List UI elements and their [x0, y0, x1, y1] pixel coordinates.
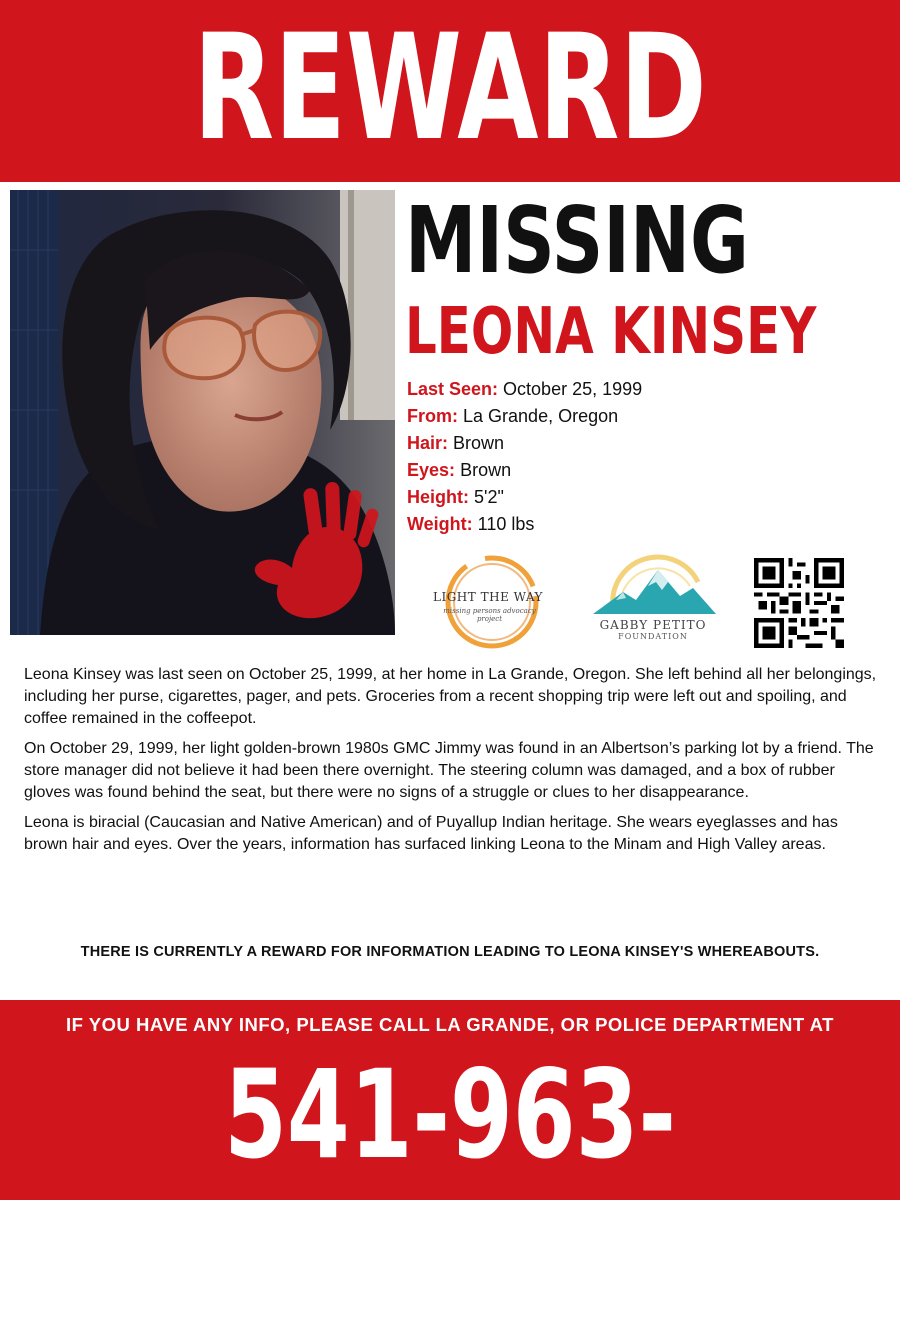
- missing-person-photo: [10, 190, 395, 635]
- detail-value: Brown: [460, 460, 512, 480]
- detail-label: Hair:: [407, 433, 449, 453]
- light-the-way-logo: [420, 550, 570, 655]
- reward-title: REWARD: [193, 3, 707, 173]
- contact-instructions: IF YOU HAVE ANY INFO, PLEASE CALL LA GRANDE, OR POLICE DEPARTMENT AT: [66, 1014, 834, 1035]
- mountain-sun-icon: [588, 552, 718, 618]
- phone-number[interactable]: 541-963-1017: [224, 1044, 676, 1336]
- gabby-petito-foundation-logo: [588, 552, 718, 652]
- detail-hair: [407, 430, 887, 457]
- description-paragraph: On October 29, 1999, her light golden-brown 1980s GMC Jimmy was found in an Albertson’s parking lot by a friend. The store manager did not believe it had been there overnight. The steering column was damaged, and a box of rubber gloves was found behind the seat, but there were no signs of a struggle or clues to her disappearance.: [24, 740, 874, 801]
- detail-label: Eyes:: [407, 460, 456, 480]
- detail-weight: [407, 511, 887, 538]
- details-list: [407, 376, 887, 538]
- case-description: [24, 664, 880, 864]
- detail-label: Height:: [407, 487, 469, 507]
- detail-last-seen: [407, 376, 887, 403]
- reward-notice: THERE IS CURRENTLY A REWARD FOR INFORMATION LEADING TO LEONA KINSEY'S WHEREABOUTS.: [80, 944, 820, 960]
- missing-heading: MISSING: [405, 187, 749, 294]
- detail-label: Weight:: [407, 514, 473, 534]
- light-the-way-subtitle: missing persons advocacy project: [443, 607, 536, 623]
- detail-value: Brown: [453, 433, 505, 453]
- detail-value: 110 lbs: [477, 514, 535, 534]
- detail-label: Last Seen:: [407, 379, 499, 399]
- light-the-way-title: LIGHT THE WAY: [433, 590, 543, 604]
- detail-value: La Grande, Oregon: [463, 406, 619, 426]
- detail-value: 5'2": [474, 487, 504, 507]
- detail-from: [407, 403, 887, 430]
- qr-code-icon[interactable]: [754, 558, 844, 648]
- detail-value: October 25, 1999: [503, 379, 643, 399]
- detail-height: [407, 484, 887, 511]
- detail-eyes: [407, 457, 887, 484]
- description-paragraph: Leona is biracial (Caucasian and Native American) and of Puyallup Indian heritage. She wears eyeglasses and has brown hair and eyes. Over the years, information has surfaced linking Leona to the Minam and High Valley areas.: [24, 814, 838, 853]
- detail-label: From:: [407, 406, 458, 426]
- partner-logos: [410, 550, 890, 655]
- gabby-petito-title: GABBY PETITO: [599, 618, 707, 632]
- person-name: LEONA KINSEY: [405, 295, 817, 369]
- description-paragraph: Leona Kinsey was last seen on October 25, 1999, at her home in La Grande, Oregon. She left behind all her belongings, including her purse, cigarettes, pager, and pets. Groceries from a recent shopping trip were left out and spoiling, and coffee remained in the coffeepot.: [24, 666, 877, 727]
- gabby-petito-subtitle: FOUNDATION: [618, 632, 688, 641]
- portrait-image: [10, 190, 395, 635]
